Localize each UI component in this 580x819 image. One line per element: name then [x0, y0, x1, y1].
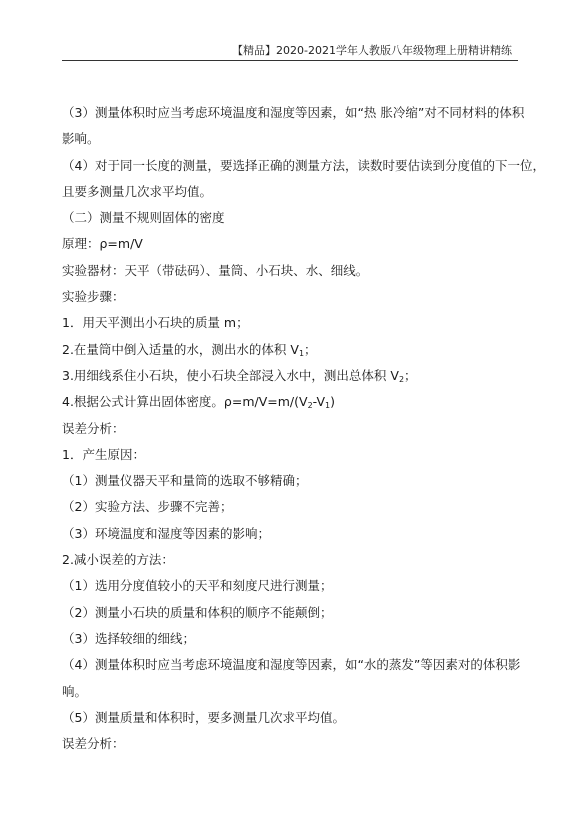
paragraph-line: （4）对于同一长度的测量，要选择正确的测量方法，读数时要估读到分度值的下一位， [62, 157, 545, 173]
paragraph-line: （3）测量体积时应当考虑环境温度和湿度等因素，如“热 胀冷缩”对不同材料的体积 [62, 105, 525, 120]
step-text: ) [330, 394, 335, 410]
header-rule [62, 60, 518, 61]
error-analysis-heading: 误差分析： [62, 420, 125, 436]
subscript: 2 [398, 374, 405, 384]
list-item: （2）实验方法、步骤不完善； [62, 499, 233, 515]
document-body [62, 100, 545, 757]
list-item: （3）选择较细的细线； [62, 630, 195, 646]
steps-heading: 实验步骤： [62, 289, 125, 305]
list-item: （2）测量小石块的质量和体积的顺序不能颠倒； [62, 604, 333, 620]
step-text: ； [404, 367, 417, 383]
step-text: 4.根据公式计算出固体密度。ρ=m/V=m/(V [62, 394, 308, 410]
paragraph-line: 且要多测量几次求平均值。 [62, 183, 213, 199]
list-item: （1）选用分度值较小的天平和刻度尺进行测量； [62, 578, 333, 594]
list-item-continuation: 响。 [62, 683, 88, 699]
list-item: （5）测量质量和体积时，要多测量几次求平均值。 [62, 709, 345, 725]
list-heading: 2.减小误差的方法： [62, 552, 174, 568]
step-text: 2.在量筒中倒入适量的水，测出水的体积 V [62, 341, 299, 357]
list-item: （3）环境温度和湿度等因素的影响； [62, 525, 270, 541]
list-heading: 1．产生原因： [62, 446, 145, 462]
error-analysis-heading: 误差分析： [62, 736, 125, 752]
step-text: ； [304, 341, 317, 357]
subscript: 1 [325, 401, 331, 411]
section-heading: （二）测量不规则固体的密度 [62, 210, 225, 226]
step-text: -V [312, 394, 326, 410]
subscript: 1 [298, 348, 305, 358]
page-header: 【精品】2020-2021学年人教版八年级物理上册精讲精练 [232, 44, 512, 57]
step-item: 1．用天平测出小石块的质量 m； [62, 315, 249, 331]
subscript: 2 [307, 401, 313, 411]
list-item: （1）测量仪器天平和量筒的选取不够精确； [62, 473, 308, 489]
step-item [62, 337, 522, 363]
principle-line: 原理：ρ=m/V [62, 236, 143, 252]
list-item: （4）测量体积时应当考虑环境温度和湿度等因素，如“水的蒸发”等因素对的体积影 [62, 657, 521, 673]
paragraph-line: 影响。 [62, 131, 100, 147]
step-text: 3.用细线系住小石块，使小石块全部浸入水中，测出总体积 V [62, 367, 399, 383]
equipment-line: 实验器材：天平（带砝码）、量筒、小石块、水、细线。 [62, 262, 369, 278]
step-item [62, 363, 522, 389]
step-item [62, 389, 522, 415]
